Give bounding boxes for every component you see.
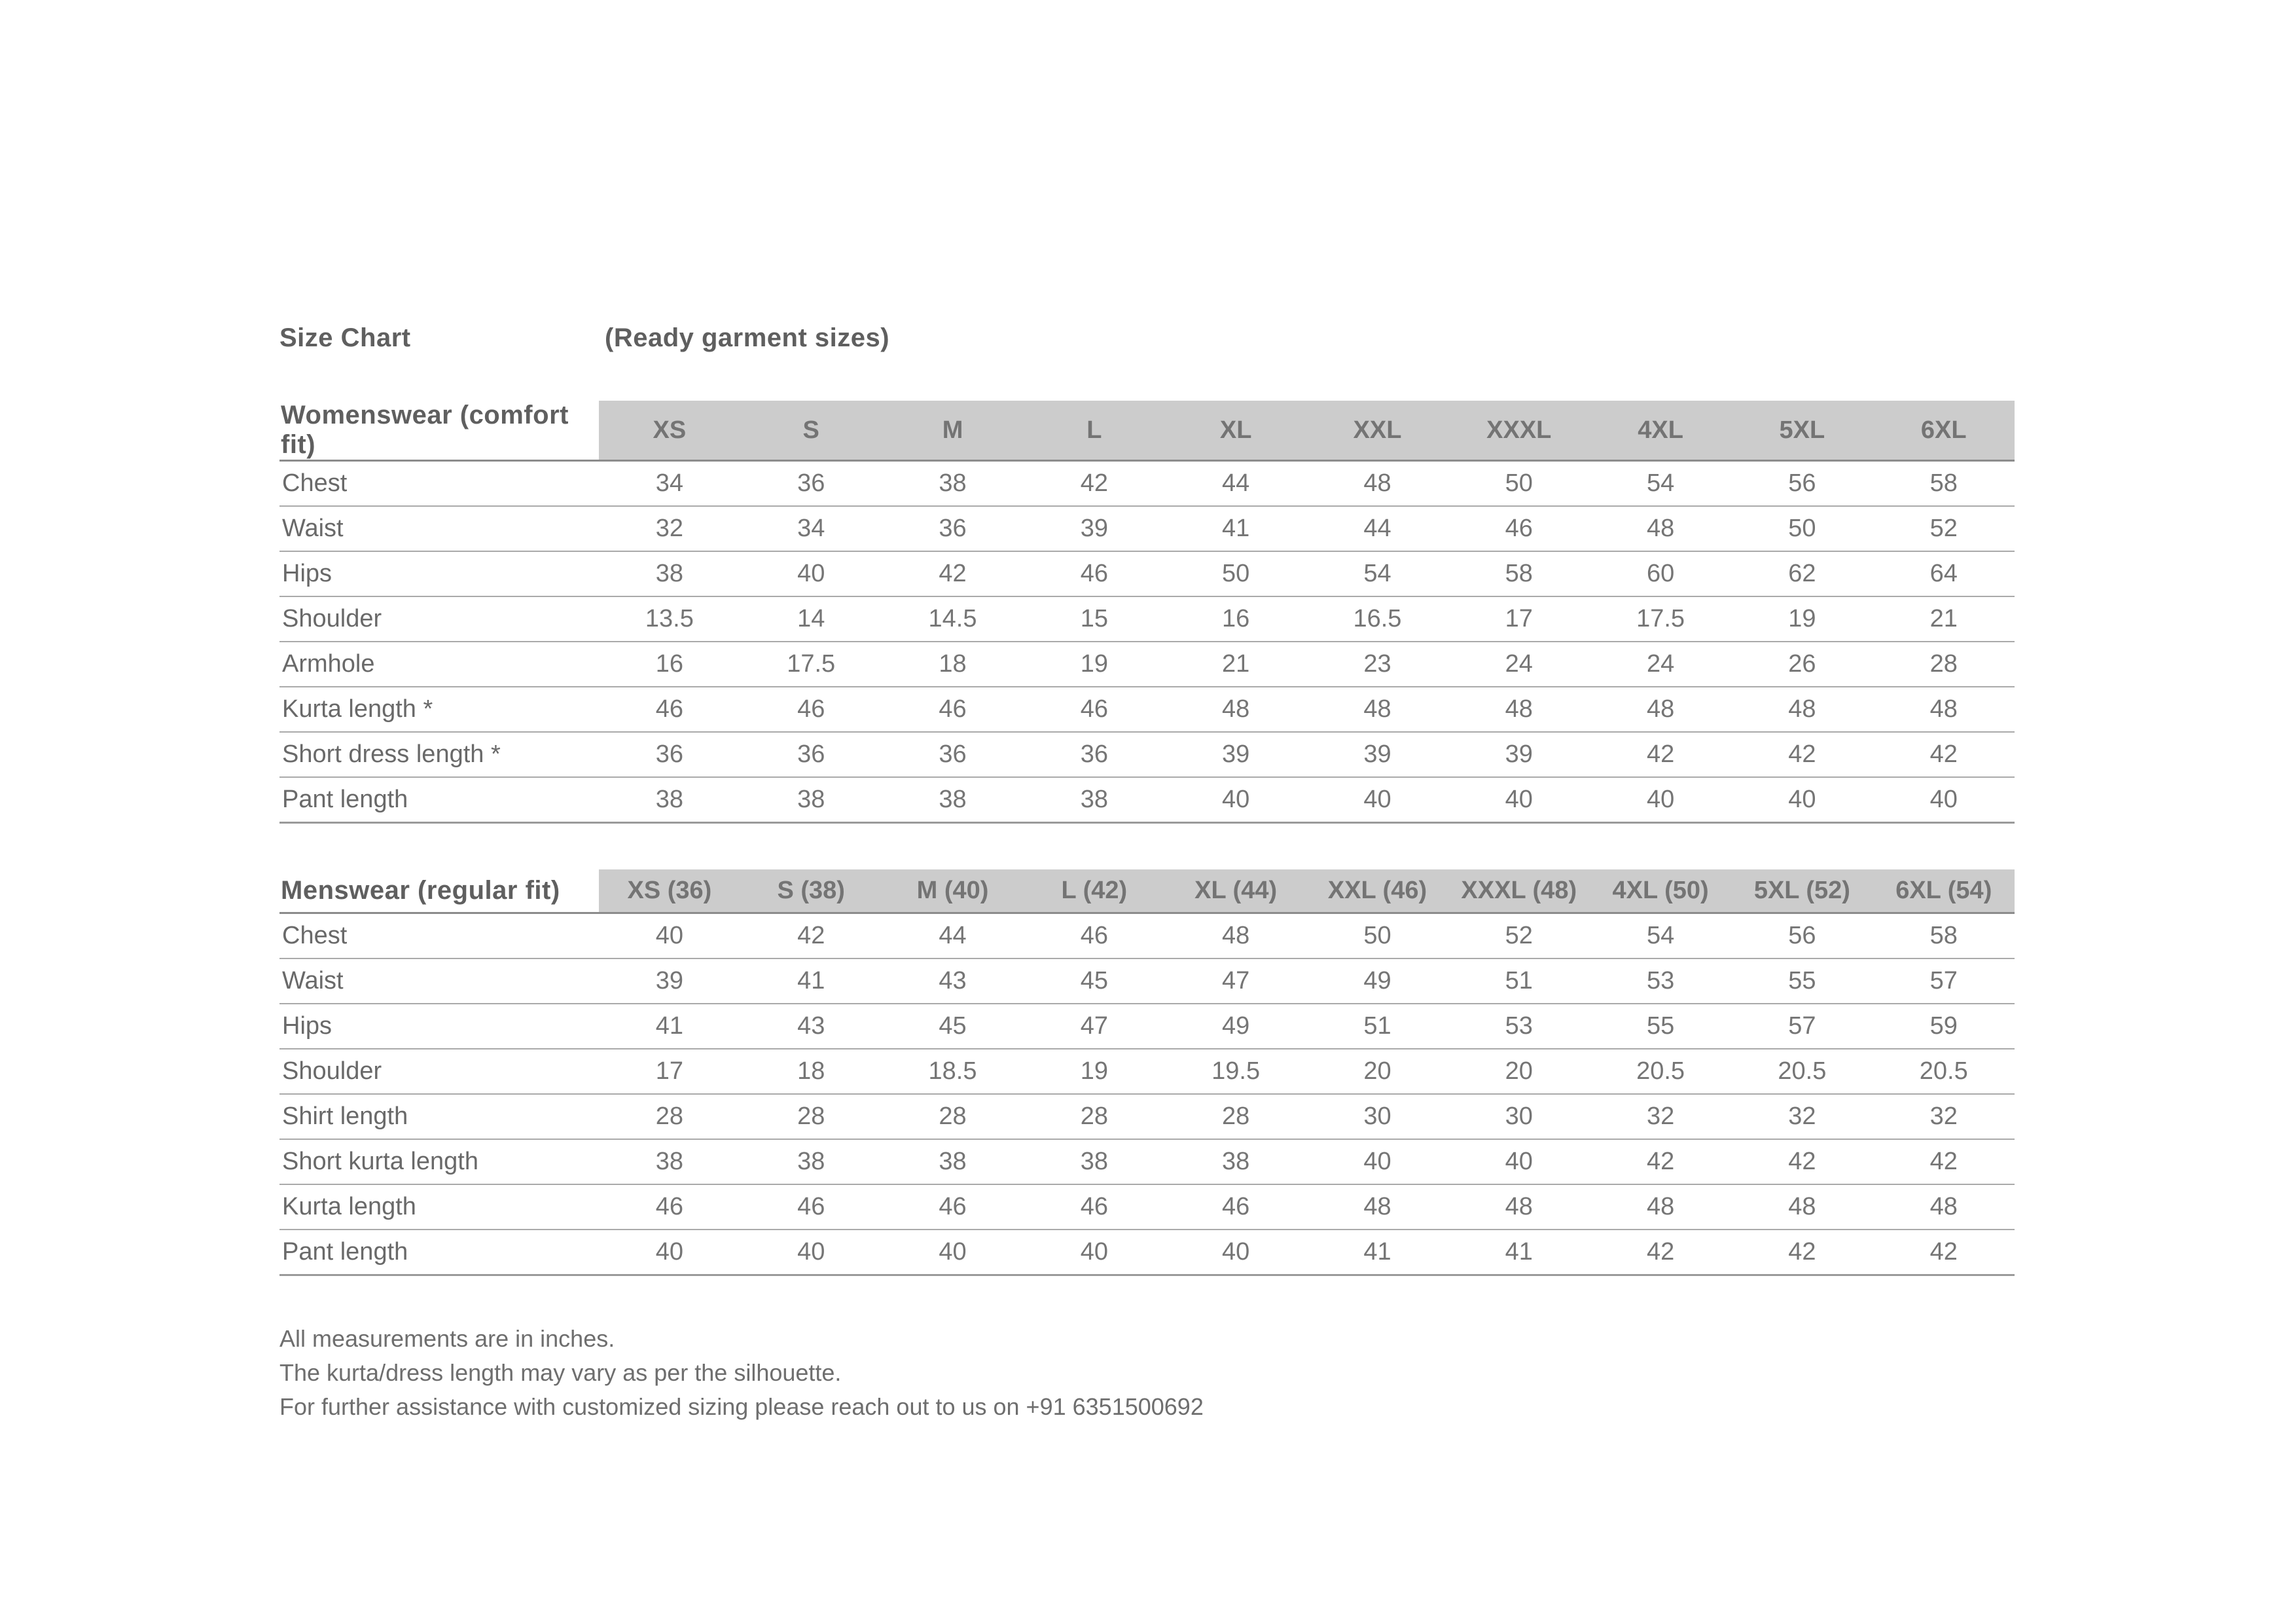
size-value: 59 — [1873, 1004, 2015, 1049]
size-value: 48 — [1731, 1184, 1873, 1230]
size-value: 42 — [1731, 732, 1873, 777]
size-value: 28 — [740, 1094, 882, 1139]
size-value: 21 — [1873, 596, 2015, 642]
size-value: 42 — [740, 913, 882, 959]
size-value: 36 — [882, 732, 1023, 777]
row-label: Pant length — [279, 777, 599, 823]
row-label: Pant length — [279, 1230, 599, 1275]
size-value: 49 — [1165, 1004, 1306, 1049]
size-value: 48 — [1731, 687, 1873, 732]
size-value: 36 — [1024, 732, 1165, 777]
table-row — [279, 461, 2015, 507]
size-value: 47 — [1165, 958, 1306, 1004]
size-value: 39 — [599, 958, 740, 1004]
size-value: 17 — [599, 1049, 740, 1094]
size-value: 46 — [882, 1184, 1023, 1230]
size-column-header: XS (36) — [599, 869, 740, 913]
size-value: 26 — [1731, 642, 1873, 687]
page-subtitle: (Ready garment sizes) — [605, 323, 890, 352]
size-value: 38 — [599, 1139, 740, 1184]
size-value: 58 — [1873, 913, 2015, 959]
table-row — [279, 777, 2015, 823]
table-row — [279, 913, 2015, 959]
size-value: 41 — [599, 1004, 740, 1049]
size-value: 32 — [599, 506, 740, 551]
size-value: 46 — [882, 687, 1023, 732]
size-value: 53 — [1590, 958, 1731, 1004]
size-value: 56 — [1731, 461, 1873, 507]
size-value: 32 — [1590, 1094, 1731, 1139]
size-value: 20.5 — [1731, 1049, 1873, 1094]
size-header-row — [279, 869, 2015, 913]
size-value: 42 — [1731, 1230, 1873, 1275]
size-value: 57 — [1731, 1004, 1873, 1049]
size-column-header: XL — [1165, 401, 1306, 461]
size-value: 23 — [1306, 642, 1448, 687]
size-value: 54 — [1306, 551, 1448, 596]
size-value: 19 — [1024, 642, 1165, 687]
size-value: 46 — [599, 1184, 740, 1230]
size-value: 42 — [882, 551, 1023, 596]
size-value: 17.5 — [1590, 596, 1731, 642]
size-column-header: XXXL — [1448, 401, 1590, 461]
page-title: Size Chart — [279, 323, 411, 352]
size-value: 49 — [1306, 958, 1448, 1004]
size-value: 48 — [1590, 687, 1731, 732]
size-value: 48 — [1590, 1184, 1731, 1230]
size-value: 28 — [1165, 1094, 1306, 1139]
size-value: 40 — [1731, 777, 1873, 823]
footnote-line: The kurta/dress length may vary as per the silhouette. — [279, 1359, 842, 1386]
size-value: 20.5 — [1590, 1049, 1731, 1094]
size-value: 36 — [740, 461, 882, 507]
size-value: 34 — [599, 461, 740, 507]
size-column-header: L (42) — [1024, 869, 1165, 913]
size-value: 54 — [1590, 461, 1731, 507]
size-header-row — [279, 401, 2015, 461]
table-row — [279, 1004, 2015, 1049]
size-value: 42 — [1590, 1139, 1731, 1184]
size-value: 13.5 — [599, 596, 740, 642]
size-value: 19.5 — [1165, 1049, 1306, 1094]
size-value: 40 — [1448, 777, 1590, 823]
size-value: 38 — [1024, 777, 1165, 823]
size-column-header: 5XL (52) — [1731, 869, 1873, 913]
row-label: Shoulder — [279, 1049, 599, 1094]
size-value: 38 — [740, 777, 882, 823]
size-table-womenswear — [279, 401, 2015, 824]
size-value: 38 — [882, 461, 1023, 507]
size-value: 45 — [882, 1004, 1023, 1049]
size-value: 48 — [1873, 687, 2015, 732]
size-value: 38 — [1165, 1139, 1306, 1184]
size-value: 39 — [1024, 506, 1165, 551]
size-value: 46 — [1024, 1184, 1165, 1230]
title-row — [279, 323, 2015, 355]
table-row — [279, 958, 2015, 1004]
size-value: 48 — [1306, 687, 1448, 732]
size-value: 20 — [1306, 1049, 1448, 1094]
size-value: 36 — [599, 732, 740, 777]
size-value: 43 — [740, 1004, 882, 1049]
size-column-header: S (38) — [740, 869, 882, 913]
size-column-header: XXL (46) — [1306, 869, 1448, 913]
size-value: 46 — [1165, 1184, 1306, 1230]
size-value: 24 — [1448, 642, 1590, 687]
size-value: 57 — [1873, 958, 2015, 1004]
size-column-header: 4XL — [1590, 401, 1731, 461]
size-value: 16 — [1165, 596, 1306, 642]
size-value: 44 — [1306, 506, 1448, 551]
size-tables — [279, 401, 2015, 1276]
size-value: 28 — [1873, 642, 2015, 687]
size-value: 48 — [1590, 506, 1731, 551]
size-value: 41 — [1448, 1230, 1590, 1275]
size-value: 20 — [1448, 1049, 1590, 1094]
row-label: Kurta length — [279, 1184, 599, 1230]
size-value: 40 — [1873, 777, 2015, 823]
size-value: 46 — [740, 1184, 882, 1230]
size-column-header: L — [1024, 401, 1165, 461]
size-value: 24 — [1590, 642, 1731, 687]
size-value: 48 — [1165, 687, 1306, 732]
size-value: 50 — [1731, 506, 1873, 551]
table-row — [279, 732, 2015, 777]
size-column-header: S — [740, 401, 882, 461]
size-value: 58 — [1873, 461, 2015, 507]
size-value: 48 — [1873, 1184, 2015, 1230]
size-value: 55 — [1590, 1004, 1731, 1049]
size-value: 41 — [1306, 1230, 1448, 1275]
size-value: 14.5 — [882, 596, 1023, 642]
size-value: 40 — [740, 551, 882, 596]
size-column-header: 6XL — [1873, 401, 2015, 461]
size-value: 38 — [740, 1139, 882, 1184]
size-value: 39 — [1306, 732, 1448, 777]
size-column-header: XXL — [1306, 401, 1448, 461]
size-value: 38 — [882, 1139, 1023, 1184]
table-row — [279, 1139, 2015, 1184]
size-value: 48 — [1165, 913, 1306, 959]
size-value: 46 — [599, 687, 740, 732]
size-value: 52 — [1873, 506, 2015, 551]
size-value: 54 — [1590, 913, 1731, 959]
size-value: 42 — [1873, 732, 2015, 777]
size-value: 20.5 — [1873, 1049, 2015, 1094]
size-value: 50 — [1165, 551, 1306, 596]
size-value: 18 — [740, 1049, 882, 1094]
size-value: 45 — [1024, 958, 1165, 1004]
size-value: 18 — [882, 642, 1023, 687]
size-value: 17 — [1448, 596, 1590, 642]
row-label: Shoulder — [279, 596, 599, 642]
size-value: 40 — [1590, 777, 1731, 823]
size-value: 46 — [1024, 687, 1165, 732]
table-row — [279, 1049, 2015, 1094]
size-value: 19 — [1731, 596, 1873, 642]
size-value: 38 — [599, 551, 740, 596]
size-value: 46 — [740, 687, 882, 732]
size-value: 43 — [882, 958, 1023, 1004]
size-value: 40 — [1165, 777, 1306, 823]
size-value: 46 — [1024, 551, 1165, 596]
size-value: 58 — [1448, 551, 1590, 596]
row-label: Short kurta length — [279, 1139, 599, 1184]
row-label: Chest — [279, 461, 599, 507]
table-name: Menswear (regular fit) — [279, 869, 599, 913]
table-row — [279, 642, 2015, 687]
size-column-header: M (40) — [882, 869, 1023, 913]
row-label: Chest — [279, 913, 599, 959]
size-column-header: XS — [599, 401, 740, 461]
size-value: 51 — [1448, 958, 1590, 1004]
size-value: 42 — [1024, 461, 1165, 507]
size-value: 55 — [1731, 958, 1873, 1004]
size-value: 64 — [1873, 551, 2015, 596]
size-column-header: M — [882, 401, 1023, 461]
size-value: 48 — [1448, 1184, 1590, 1230]
size-value: 36 — [882, 506, 1023, 551]
size-value: 50 — [1448, 461, 1590, 507]
size-value: 19 — [1024, 1049, 1165, 1094]
size-column-header: 4XL (50) — [1590, 869, 1731, 913]
size-value: 39 — [1165, 732, 1306, 777]
table-row — [279, 596, 2015, 642]
table-row — [279, 1184, 2015, 1230]
size-value: 42 — [1873, 1139, 2015, 1184]
size-value: 40 — [1165, 1230, 1306, 1275]
size-value: 50 — [1306, 913, 1448, 959]
size-value: 40 — [882, 1230, 1023, 1275]
size-value: 28 — [1024, 1094, 1165, 1139]
footnote-line: All measurements are in inches. — [279, 1325, 615, 1352]
size-value: 42 — [1590, 1230, 1731, 1275]
size-value: 38 — [882, 777, 1023, 823]
size-value: 30 — [1448, 1094, 1590, 1139]
size-value: 17.5 — [740, 642, 882, 687]
size-value: 42 — [1873, 1230, 2015, 1275]
size-value: 52 — [1448, 913, 1590, 959]
size-value: 47 — [1024, 1004, 1165, 1049]
size-value: 48 — [1448, 687, 1590, 732]
row-label: Kurta length * — [279, 687, 599, 732]
size-value: 42 — [1590, 732, 1731, 777]
table-row — [279, 506, 2015, 551]
size-value: 28 — [599, 1094, 740, 1139]
table-row — [279, 1230, 2015, 1275]
size-value: 62 — [1731, 551, 1873, 596]
row-label: Waist — [279, 506, 599, 551]
size-value: 44 — [882, 913, 1023, 959]
size-value: 40 — [1306, 777, 1448, 823]
size-value: 16.5 — [1306, 596, 1448, 642]
table-row — [279, 1094, 2015, 1139]
size-value: 18.5 — [882, 1049, 1023, 1094]
size-value: 40 — [599, 913, 740, 959]
size-value: 40 — [740, 1230, 882, 1275]
table-row — [279, 551, 2015, 596]
size-value: 38 — [599, 777, 740, 823]
size-value: 46 — [1024, 913, 1165, 959]
size-value: 28 — [882, 1094, 1023, 1139]
row-label: Waist — [279, 958, 599, 1004]
row-label: Hips — [279, 551, 599, 596]
size-value: 42 — [1731, 1139, 1873, 1184]
size-value: 41 — [1165, 506, 1306, 551]
size-value: 40 — [599, 1230, 740, 1275]
size-value: 36 — [740, 732, 882, 777]
table-name: Womenswear (comfort fit) — [279, 401, 599, 461]
size-value: 44 — [1165, 461, 1306, 507]
size-value: 48 — [1306, 461, 1448, 507]
table-row — [279, 687, 2015, 732]
size-value: 32 — [1873, 1094, 2015, 1139]
size-value: 46 — [1448, 506, 1590, 551]
row-label: Armhole — [279, 642, 599, 687]
size-value: 38 — [1024, 1139, 1165, 1184]
footnote-line: For further assistance with customized sizing please reach out to us on +91 6351500692 — [279, 1393, 1204, 1420]
size-value: 40 — [1306, 1139, 1448, 1184]
size-table-menswear — [279, 869, 2015, 1276]
footnotes — [279, 1322, 2015, 1424]
size-value: 16 — [599, 642, 740, 687]
size-column-header: 5XL — [1731, 401, 1873, 461]
row-label: Hips — [279, 1004, 599, 1049]
size-chart-document — [279, 323, 2015, 1424]
row-label: Short dress length * — [279, 732, 599, 777]
size-value: 39 — [1448, 732, 1590, 777]
size-value: 56 — [1731, 913, 1873, 959]
size-column-header: 6XL (54) — [1873, 869, 2015, 913]
size-value: 51 — [1306, 1004, 1448, 1049]
size-value: 53 — [1448, 1004, 1590, 1049]
size-value: 30 — [1306, 1094, 1448, 1139]
size-value: 48 — [1306, 1184, 1448, 1230]
row-label: Shirt length — [279, 1094, 599, 1139]
size-value: 60 — [1590, 551, 1731, 596]
size-value: 32 — [1731, 1094, 1873, 1139]
size-column-header: XL (44) — [1165, 869, 1306, 913]
size-value: 21 — [1165, 642, 1306, 687]
size-value: 40 — [1448, 1139, 1590, 1184]
size-column-header: XXXL (48) — [1448, 869, 1590, 913]
size-value: 15 — [1024, 596, 1165, 642]
size-value: 41 — [740, 958, 882, 1004]
size-value: 14 — [740, 596, 882, 642]
size-value: 34 — [740, 506, 882, 551]
size-value: 40 — [1024, 1230, 1165, 1275]
